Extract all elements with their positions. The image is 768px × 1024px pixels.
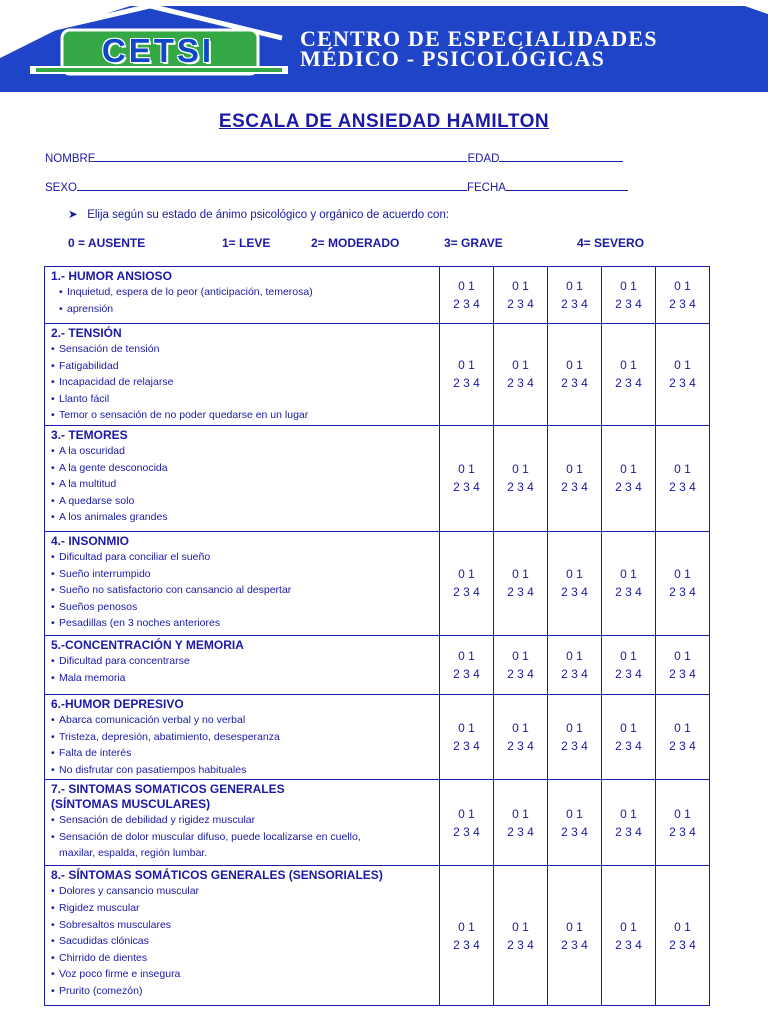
item-cell [45, 324, 440, 426]
item-text: A los animales grandes [59, 511, 168, 524]
nombre-label: NOMBRE [45, 153, 96, 165]
item-text: Sensación de debilidad y rigidez muscular [59, 814, 256, 827]
sexo-field[interactable] [77, 179, 467, 191]
fecha-field[interactable] [506, 179, 628, 191]
bullet-icon: • [59, 302, 63, 315]
item-text: Llanto fácil [59, 392, 110, 405]
list-item [51, 883, 433, 900]
item-text: aprensión [67, 302, 114, 315]
bullet-icon: • [51, 984, 55, 997]
list-item [51, 582, 433, 599]
score-options-bottom: 2 3 4 [669, 824, 696, 839]
list-item [51, 476, 433, 493]
score-options-bottom: 2 3 4 [615, 739, 642, 754]
score-options-top: 0 1 [566, 462, 583, 477]
bullet-icon: • [51, 343, 55, 355]
score-options-top: 0 1 [458, 358, 475, 373]
list-item [51, 966, 433, 983]
item-text: Mala memoria [59, 671, 126, 684]
item-text: Prurito (comezón) [59, 984, 143, 997]
table-row [45, 694, 710, 779]
list-item [51, 983, 433, 1000]
item-text: Voz poco firme e insegura [59, 968, 181, 981]
score-options-bottom: 2 3 4 [561, 585, 588, 600]
nombre-edad-row [45, 150, 623, 165]
score-options-top: 0 1 [620, 806, 637, 821]
score-options-bottom: 2 3 4 [453, 297, 480, 311]
item-text: A la oscuridad [59, 444, 125, 457]
instruction-text: Elija según su estado de ánimo psicológico y orgánico de acuerdo con: [87, 209, 450, 221]
score-options-top: 0 1 [512, 279, 529, 293]
score-options-bottom: 2 3 4 [615, 824, 642, 839]
score-cell[interactable] [548, 324, 602, 426]
score-cell[interactable] [602, 425, 656, 531]
score-cell[interactable] [440, 267, 494, 324]
bullet-icon: • [51, 654, 55, 667]
list-item [51, 900, 433, 917]
sexo-fecha-row [45, 179, 628, 194]
score-options-top: 0 1 [566, 567, 583, 582]
bullet-icon: • [51, 478, 55, 491]
score-cell[interactable] [440, 324, 494, 426]
score-options-top: 0 1 [512, 648, 529, 663]
item-text: Falta de interés [59, 747, 132, 760]
table-row [45, 267, 710, 324]
item-text: Inquietud, espera de lo peor (anticipación, temerosa) [67, 286, 313, 298]
item-text: No disfrutar con pasatiempos habituales [59, 763, 247, 776]
score-options-bottom: 2 3 4 [615, 666, 642, 681]
list-item [51, 391, 433, 408]
bullet-icon: • [51, 814, 55, 827]
bullet-icon: • [51, 409, 55, 422]
score-options-bottom: 2 3 4 [561, 824, 588, 839]
scale-leve: 1= LEVE [222, 236, 271, 250]
score-cell[interactable] [548, 866, 602, 1006]
score-cell[interactable] [494, 531, 548, 635]
scale-ausente: 0 = AUSENTE [68, 236, 146, 250]
item-title: 3.- TEMORES [51, 427, 128, 442]
score-options-bottom: 2 3 4 [507, 297, 534, 311]
list-item [51, 712, 433, 729]
score-options-bottom: 2 3 4 [669, 376, 696, 391]
score-cell[interactable] [494, 866, 548, 1006]
item-text: Chirrido de dientes [59, 951, 148, 964]
item-text: Sensación de tensión [59, 343, 160, 355]
item-subtitle: (SÍNTOMAS MUSCULARES) [51, 797, 211, 812]
score-options-top: 0 1 [674, 462, 691, 477]
score-options-top: 0 1 [566, 358, 583, 373]
item-text: Dificultad para conciliar el sueño [59, 550, 211, 563]
item-title: 1.- HUMOR ANSIOSO [51, 269, 172, 283]
score-options-top: 0 1 [674, 648, 691, 663]
table-row [45, 780, 710, 866]
item-cell [45, 635, 440, 694]
score-cell[interactable] [548, 267, 602, 324]
edad-field[interactable] [499, 150, 623, 162]
score-options-bottom: 2 3 4 [615, 585, 642, 600]
score-options-bottom: 2 3 4 [507, 739, 534, 754]
bullet-icon: • [51, 444, 55, 457]
score-cell[interactable] [548, 635, 602, 694]
score-options-bottom: 2 3 4 [561, 666, 588, 681]
item-text: Dolores y cansancio muscular [59, 885, 200, 898]
score-cell[interactable] [494, 425, 548, 531]
table-row [45, 425, 710, 531]
item-cell [45, 780, 440, 866]
list-item [51, 917, 433, 934]
list-item [51, 599, 433, 616]
score-options-bottom: 2 3 4 [561, 480, 588, 495]
bullet-icon: • [51, 671, 55, 684]
score-options-bottom: 2 3 4 [453, 937, 480, 952]
score-options-bottom: 2 3 4 [507, 480, 534, 495]
bullet-icon: • [51, 713, 55, 726]
item-text: Sensación de dolor muscular difuso, puede localizarse en cuello, [59, 830, 361, 843]
center-name-line2: MÉDICO - PSICOLÓGICAS [300, 46, 606, 71]
score-cell[interactable] [656, 866, 710, 1006]
list-item [51, 566, 433, 583]
bullet-icon: • [51, 392, 55, 405]
item-text: Rigidez muscular [59, 901, 140, 914]
score-cell[interactable] [548, 425, 602, 531]
item-cell [45, 425, 440, 531]
score-options-bottom: 2 3 4 [507, 824, 534, 839]
item-cell [45, 531, 440, 635]
scale-grave: 3= GRAVE [444, 236, 503, 250]
list-item [51, 729, 433, 746]
item-title: 5.-CONCENTRACIÓN Y MEMORIA [51, 637, 244, 652]
bullet-icon: • [51, 494, 55, 507]
list-item [51, 670, 433, 687]
score-cell[interactable] [440, 425, 494, 531]
edad-label: EDAD [467, 153, 500, 165]
score-options-bottom: 2 3 4 [615, 376, 642, 391]
score-options-bottom: 2 3 4 [453, 739, 480, 754]
score-cell[interactable] [602, 635, 656, 694]
score-cell[interactable] [602, 324, 656, 426]
score-cell[interactable] [602, 531, 656, 635]
arrow-bullet-icon: ➤ [68, 209, 78, 221]
score-options-top: 0 1 [566, 721, 583, 736]
score-cell[interactable] [494, 324, 548, 426]
score-cell[interactable] [494, 694, 548, 779]
logo-text: CETSI [101, 32, 215, 69]
score-options-top: 0 1 [620, 919, 637, 934]
list-item [51, 762, 433, 779]
item-title: 6.-HUMOR DEPRESIVO [51, 696, 184, 711]
score-options-bottom: 2 3 4 [453, 666, 480, 681]
bullet-icon: • [51, 830, 55, 843]
score-options-bottom: 2 3 4 [453, 376, 480, 391]
list-item [51, 829, 433, 846]
table-row [45, 531, 710, 635]
score-options-top: 0 1 [674, 567, 691, 582]
table-row [45, 324, 710, 426]
bullet-icon: • [51, 617, 55, 630]
hamilton-scale-table [44, 266, 710, 1006]
score-options-top: 0 1 [674, 919, 691, 934]
list-item [51, 407, 433, 424]
bullet-icon: • [51, 359, 55, 372]
item-text-continuation: maxilar, espalda, región lumbar. [59, 846, 208, 859]
score-options-top: 0 1 [512, 806, 529, 821]
score-options-top: 0 1 [458, 919, 475, 934]
score-cell[interactable] [440, 531, 494, 635]
list-item [51, 653, 433, 670]
score-cell[interactable] [602, 694, 656, 779]
score-options-bottom: 2 3 4 [561, 376, 588, 391]
item-text: Sueño no satisfactorio con cansancio al despertar [59, 584, 292, 597]
item-text: Sacudidas clónicas [59, 935, 149, 948]
bullet-icon: • [51, 918, 55, 931]
instruction [68, 207, 449, 221]
score-cell[interactable] [494, 780, 548, 866]
score-options-bottom: 2 3 4 [615, 297, 642, 311]
item-cell [45, 866, 440, 1006]
score-options-bottom: 2 3 4 [507, 376, 534, 391]
bullet-icon: • [51, 901, 55, 914]
item-text: A la multitud [59, 478, 117, 491]
score-options-bottom: 2 3 4 [669, 739, 696, 754]
list-item [51, 374, 433, 391]
list-item [51, 812, 433, 829]
score-options-bottom: 2 3 4 [453, 585, 480, 600]
score-options-bottom: 2 3 4 [669, 937, 696, 952]
fecha-label: FECHA [466, 182, 506, 194]
score-options-top: 0 1 [674, 279, 691, 293]
score-options-top: 0 1 [512, 919, 529, 934]
bullet-icon: • [51, 968, 55, 981]
score-cell[interactable] [656, 780, 710, 866]
score-options-top: 0 1 [566, 919, 583, 934]
item-title: 7.- SINTOMAS SOMATICOS GENERALES [51, 782, 285, 797]
score-options-bottom: 2 3 4 [669, 480, 696, 495]
bullet-icon: • [51, 763, 55, 776]
list-item [51, 549, 433, 566]
score-options-top: 0 1 [512, 567, 529, 582]
list-item [51, 615, 433, 632]
score-options-top: 0 1 [674, 721, 691, 736]
score-options-bottom: 2 3 4 [507, 585, 534, 600]
list-item [51, 358, 433, 375]
bullet-icon: • [51, 511, 55, 524]
page-title: ESCALA DE ANSIEDAD HAMILTON [218, 111, 550, 132]
score-options-top: 0 1 [674, 806, 691, 821]
score-options-bottom: 2 3 4 [669, 297, 696, 311]
score-options-top: 0 1 [458, 567, 475, 582]
score-cell[interactable] [656, 324, 710, 426]
list-item [51, 284, 433, 301]
item-text: Pesadillas (en 3 noches anteriores [59, 617, 221, 630]
score-cell[interactable] [602, 780, 656, 866]
item-text: Fatigabilidad [59, 359, 119, 372]
score-cell[interactable] [602, 866, 656, 1006]
item-text: Incapacidad de relajarse [59, 376, 174, 389]
score-options-top: 0 1 [674, 358, 691, 373]
bullet-icon: • [51, 600, 55, 613]
bullet-icon: • [51, 376, 55, 389]
score-options-top: 0 1 [458, 806, 475, 821]
item-text: Tristeza, depresión, abatimiento, desesperanza [59, 730, 280, 743]
score-options-top: 0 1 [512, 358, 529, 373]
scale-moderado: 2= MODERADO [311, 236, 400, 250]
bullet-icon: • [51, 747, 55, 760]
item-text: Temor o sensación de no poder quedarse en un lugar [59, 409, 309, 422]
item-text: Abarca comunicación verbal y no verbal [59, 713, 246, 726]
score-cell[interactable] [440, 635, 494, 694]
score-options-top: 0 1 [620, 358, 637, 373]
item-text: Sueño interrumpido [59, 567, 151, 580]
score-options-top: 0 1 [620, 648, 637, 663]
score-options-bottom: 2 3 4 [507, 937, 534, 952]
bullet-icon: • [51, 951, 55, 964]
nombre-field[interactable] [95, 150, 467, 162]
score-cell[interactable] [602, 267, 656, 324]
score-options-bottom: 2 3 4 [669, 666, 696, 681]
bullet-icon: • [51, 461, 55, 474]
score-cell[interactable] [494, 267, 548, 324]
score-cell[interactable] [440, 780, 494, 866]
score-cell[interactable] [548, 780, 602, 866]
list-item [51, 341, 433, 358]
score-cell[interactable] [656, 425, 710, 531]
item-text: Sobresaltos musculares [59, 918, 172, 931]
score-options-top: 0 1 [458, 721, 475, 736]
table-row [45, 866, 710, 1006]
table-row [45, 635, 710, 694]
score-options-top: 0 1 [566, 279, 583, 293]
score-options-top: 0 1 [620, 279, 637, 293]
score-cell[interactable] [656, 635, 710, 694]
score-cell[interactable] [494, 635, 548, 694]
score-cell[interactable] [656, 694, 710, 779]
score-options-top: 0 1 [566, 648, 583, 663]
list-item [51, 933, 433, 950]
score-options-top: 0 1 [620, 567, 637, 582]
score-options-top: 0 1 [566, 806, 583, 821]
score-cell[interactable] [656, 267, 710, 324]
score-cell[interactable] [548, 531, 602, 635]
score-options-top: 0 1 [512, 721, 529, 736]
item-cell [45, 267, 440, 324]
item-title: 4.- INSONMIO [51, 533, 130, 548]
header-banner [0, 0, 768, 92]
item-text: A quedarse solo [59, 494, 135, 507]
score-options-bottom: 2 3 4 [453, 480, 480, 495]
bullet-icon: • [59, 286, 63, 298]
item-text: Sueños penosos [59, 600, 138, 613]
score-cell[interactable] [548, 694, 602, 779]
score-cell[interactable] [440, 694, 494, 779]
bullet-icon: • [51, 584, 55, 597]
list-item [51, 301, 433, 318]
score-options-bottom: 2 3 4 [615, 937, 642, 952]
bullet-icon: • [51, 935, 55, 948]
score-cell[interactable] [440, 866, 494, 1006]
list-item [51, 950, 433, 967]
center-name-line1: CENTRO DE ESPECIALIDADES [300, 26, 658, 51]
score-options-top: 0 1 [620, 721, 637, 736]
bullet-icon: • [51, 730, 55, 743]
sexo-label: SEXO [45, 182, 77, 194]
score-options-bottom: 2 3 4 [615, 480, 642, 495]
score-options-top: 0 1 [620, 462, 637, 477]
list-item [51, 493, 433, 510]
item-cell [45, 694, 440, 779]
bullet-icon: • [51, 550, 55, 563]
score-options-bottom: 2 3 4 [507, 666, 534, 681]
score-options-top: 0 1 [458, 648, 475, 663]
item-title: 2.- TENSIÓN [51, 326, 122, 340]
score-cell[interactable] [656, 531, 710, 635]
score-options-bottom: 2 3 4 [561, 937, 588, 952]
score-options-top: 0 1 [458, 462, 475, 477]
score-options-bottom: 2 3 4 [561, 297, 588, 311]
item-title: 8.- SÍNTOMAS SOMÁTICOS GENERALES (SENSORIALES) [51, 868, 383, 883]
bullet-icon: • [51, 885, 55, 898]
item-text: A la gente desconocida [59, 461, 168, 474]
score-options-bottom: 2 3 4 [453, 824, 480, 839]
bullet-icon: • [51, 567, 55, 580]
list-item [51, 509, 433, 526]
score-options-top: 0 1 [512, 462, 529, 477]
score-options-bottom: 2 3 4 [561, 739, 588, 754]
list-item [51, 443, 433, 460]
item-text: Dificultad para concentrarse [59, 654, 190, 667]
scale-severo: 4= SEVERO [577, 236, 645, 250]
score-options-top: 0 1 [458, 279, 475, 293]
list-item [51, 460, 433, 477]
list-item [51, 745, 433, 762]
score-options-bottom: 2 3 4 [669, 585, 696, 600]
